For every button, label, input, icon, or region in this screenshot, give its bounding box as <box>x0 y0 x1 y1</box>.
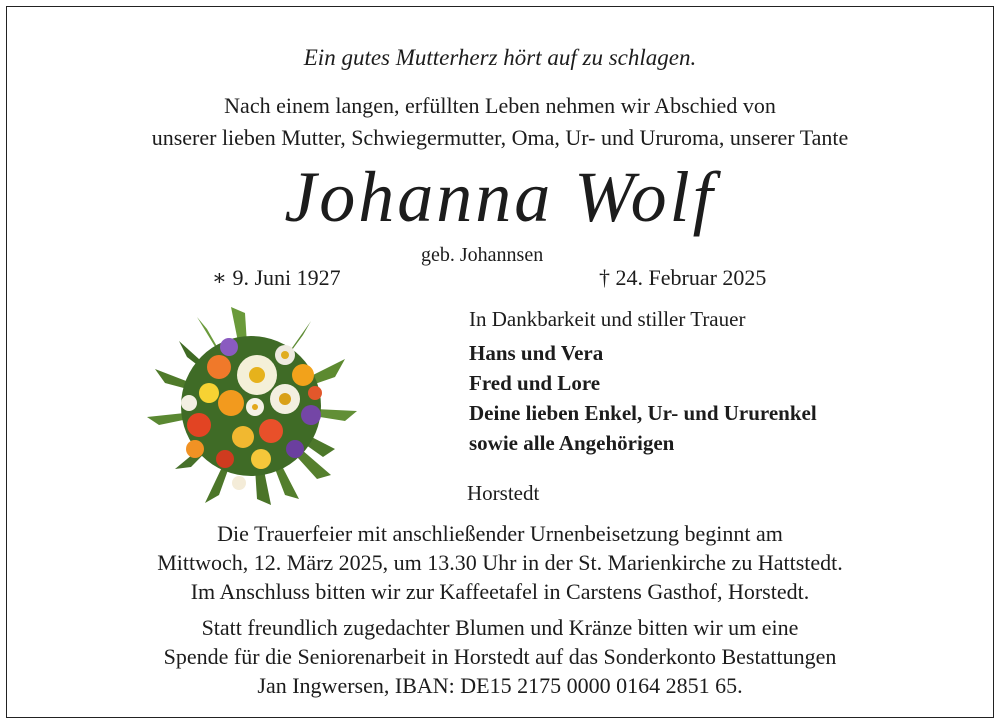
death-date: † 24. Februar 2025 <box>599 265 767 290</box>
donation-line: Jan Ingwersen, IBAN: DE15 2175 0000 0164 2851 65. <box>257 673 743 698</box>
mourner-line: Deine lieben Enkel, Ur- und Ururenkel <box>469 401 817 425</box>
mourners-block <box>469 307 817 458</box>
motto: Ein gutes Mutterherz hört auf zu schlagen. <box>303 45 697 70</box>
donation-line: Spende für die Seniorenarbeit in Horstedt auf das Sonderkonto Bestattungen <box>163 644 837 669</box>
donation-info <box>7 613 993 700</box>
ceremony-line: Mittwoch, 12. März 2025, um 13.30 Uhr in der St. Marienkirche zu Hattstedt. <box>157 550 843 575</box>
birth-date: ∗ 9. Juni 1927 <box>212 265 341 290</box>
maiden-name: geb. Johannsen <box>421 244 544 266</box>
mourner-line: sowie alle Angehörigen <box>469 431 675 455</box>
ceremony-line: Die Trauerfeier mit anschließender Urnenbeisetzung beginnt am <box>217 521 783 546</box>
obituary-notice <box>6 6 994 718</box>
ceremony-line: Im Anschluss bitten wir zur Kaffeetafel in Carstens Gasthof, Horstedt. <box>190 579 810 604</box>
intro-line-1: Nach einem langen, erfüllten Leben nehmen wir Abschied von <box>224 93 776 118</box>
donation-line: Statt freundlich zugedachter Blumen und Kränze bitten wir um eine <box>201 615 799 640</box>
place: Horstedt <box>467 481 540 505</box>
mourners-intro: In Dankbarkeit und stiller Trauer <box>469 307 746 331</box>
ceremony-info <box>7 519 993 606</box>
flower-bouquet-image <box>135 299 367 513</box>
deceased-name: Johanna Wolf <box>284 157 716 237</box>
mourner-line: Fred und Lore <box>469 371 601 395</box>
intro-line-2: unserer lieben Mutter, Schwiegermutter, Oma, Ur- und Ururoma, unserer Tante <box>151 125 849 150</box>
mourner-line: Hans und Vera <box>469 341 604 365</box>
